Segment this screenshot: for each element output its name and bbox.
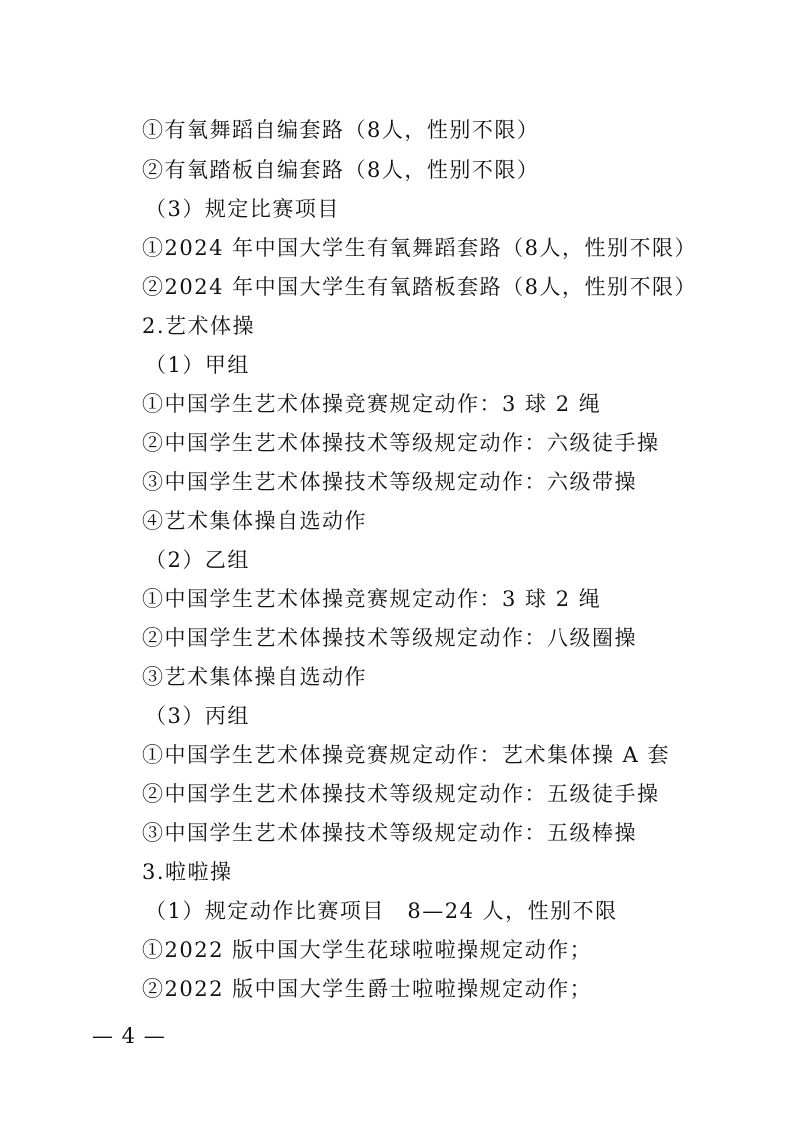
- text-line: ②有氧踏板自编套路（8人，性别不限）: [142, 158, 540, 182]
- section-heading: 3.啦啦操: [142, 860, 233, 884]
- text-line: ②2024 年中国大学生有氧踏板套路（8人，性别不限）: [142, 275, 697, 299]
- text-line: ③中国学生艺术体操技术等级规定动作：六级带操: [142, 470, 637, 494]
- text-line: ①中国学生艺术体操竞赛规定动作：3 球 2 绳: [142, 587, 602, 611]
- text-line: ②中国学生艺术体操技术等级规定动作：八级圈操: [142, 626, 637, 650]
- section-heading: （3）丙组: [145, 704, 250, 728]
- section-heading: （2）乙组: [145, 548, 250, 572]
- text-line: ②2022 版中国大学生爵士啦啦操规定动作；: [142, 977, 593, 1001]
- text-line: ①2022 版中国大学生花球啦啦操规定动作；: [142, 938, 593, 962]
- text-line: ②中国学生艺术体操技术等级规定动作：五级徒手操: [142, 782, 660, 806]
- text-line: ①2024 年中国大学生有氧舞蹈套路（8人，性别不限）: [142, 236, 697, 260]
- text-line: ④艺术集体操自选动作: [142, 509, 367, 533]
- section-heading: （1）甲组: [145, 353, 250, 377]
- text-line: ①有氧舞蹈自编套路（8人，性别不限）: [142, 118, 540, 142]
- text-line: ③艺术集体操自选动作: [142, 665, 367, 689]
- section-heading: （1）规定动作比赛项目 8—24 人，性别不限: [145, 899, 618, 923]
- page-number: — 4 —: [92, 1024, 166, 1048]
- section-heading: （3）规定比赛项目: [145, 197, 340, 221]
- text-line: ②中国学生艺术体操技术等级规定动作：六级徒手操: [142, 431, 660, 455]
- text-line: ①中国学生艺术体操竞赛规定动作：3 球 2 绳: [142, 392, 602, 416]
- text-line: ①中国学生艺术体操竞赛规定动作：艺术集体操 A 套: [142, 743, 671, 767]
- text-line: ③中国学生艺术体操技术等级规定动作：五级棒操: [142, 821, 637, 845]
- section-heading: 2.艺术体操: [142, 314, 256, 338]
